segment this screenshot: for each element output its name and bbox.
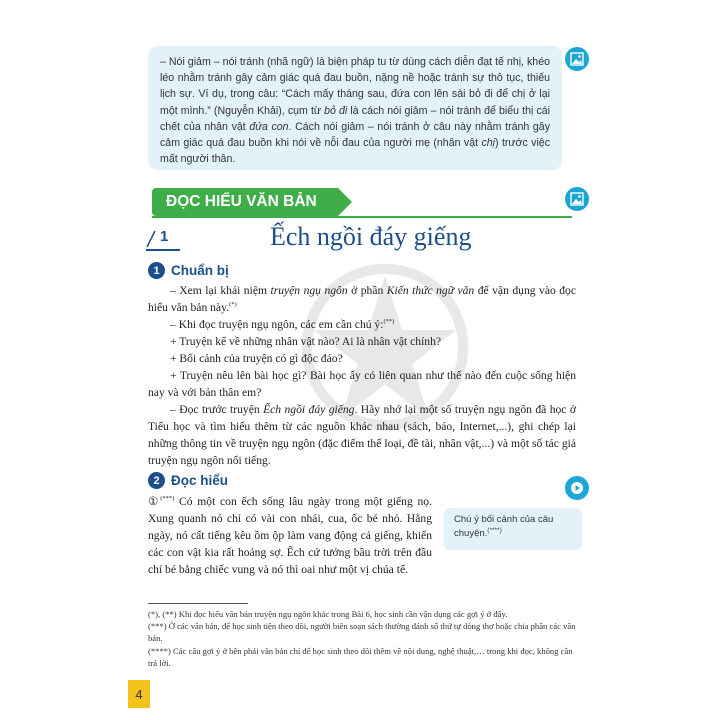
side-note-sup: (****): [487, 526, 502, 534]
prepare-body: [148, 282, 576, 469]
footnote: (***) Ở các văn bản, để học sinh tiện theo dõi, người biên soạn sách thường đánh số thứ tự dòng thơ hoặc chia phần các văn bản.: [148, 621, 576, 644]
section-divider: [152, 216, 572, 218]
info-italic: bỏ đi: [324, 104, 348, 117]
image-icon[interactable]: [565, 187, 589, 211]
footnotes: [148, 608, 578, 669]
image-icon-glyph: [570, 52, 584, 66]
side-note-text: Chú ý bối cảnh của câu chuyện.: [454, 514, 554, 539]
prepare-question: + Truyện nêu lên bài học gì? Bài học ấy có liên quan như thế nào đến cuộc sống hiện nay và với bản thân em?: [148, 369, 576, 399]
info-text: ) trước việc mất người thân.: [160, 137, 550, 166]
prepare-badge: 1: [148, 262, 165, 279]
play-icon[interactable]: [565, 476, 589, 500]
reading-text: [148, 493, 432, 578]
lesson-number-bracket: [146, 230, 156, 248]
lesson-number-underline: [146, 249, 180, 251]
image-icon-glyph: [570, 192, 584, 206]
info-italic: chị: [481, 137, 495, 150]
info-italic: đứa con: [249, 120, 289, 133]
image-icon[interactable]: [565, 47, 589, 71]
prepare-paragraph: – Đọc trước truyện Ếch ngồi đáy giếng. Hãy nhớ lại một số truyện ngụ ngôn đã học ở Tiểu học và tìm hiểu thêm từ các nguồn khác nhau (sách, báo, Internet,...), ghi chép lại những thông tin về truyện ngụ ngôn (đặc điểm thể loại, đề tài, nhân vật,...) và một số tác giả truyện ngụ ngôn nổi tiếng.: [148, 403, 576, 467]
info-text: là cách nói giảm – nói tránh để biểu thị cái chết của nhân vật: [160, 104, 550, 133]
footnote: (****) Các câu gợi ý ở bên phải văn bản chỉ để học sinh theo dõi thêm về nội dung, nghệ thuật,… trong khi đọc, không cần trả lời.: [148, 645, 573, 668]
prepare-question: + Bối cảnh của truyện có gì độc đáo?: [170, 352, 343, 365]
reading-heading: [148, 472, 228, 489]
prepare-paragraph: – Xem lại khái niệm truyện ngụ ngôn ở phần Kiến thức ngữ văn để vận dụng vào đọc hiểu văn bản này.(*): [148, 284, 576, 314]
reading-badge: 2: [148, 472, 165, 489]
lesson-title: Ếch ngồi đáy giếng: [270, 222, 472, 251]
section-banner: ĐỌC HIỂU VĂN BẢN: [152, 188, 338, 216]
info-text: – Nói giảm – nói tránh (nhã ngữ) là biện pháp tu từ dùng cách diễn đạt tế nhị, khéo léo nhằm tránh gây cảm giác quá đau buồn, nặng nề hoặc tránh sự thô tục, thiếu lịch sự. Ví dụ, trong câu: “Cách mấy tháng sau, đứa con lên sài bỏ đi để chị ở lại một mình.” (Nguyễn Khải), cụm từ: [160, 56, 550, 117]
reading-paragraph: ①(***) Có một con ếch sống lâu ngày trong một giếng nọ. Xung quanh nó chỉ có vài con nhái, cua, ốc bé nhỏ. Hằng ngày, nó cất tiếng kêu ồm ộp làm vang động cả giếng, khiến các con vật kia rất hoảng sợ. Ếch cứ tưởng bầu trời trên đầu chỉ bé bằng chiếc vung và nó thì oai như một vị chúa tể.: [148, 495, 432, 576]
page-number: 4: [128, 680, 150, 708]
footnote: (*), (**) Khi đọc hiểu văn bản truyện ngụ ngôn khác trong Bài 6, học sinh cần vận dụng các gợi ý ở đây.: [148, 609, 508, 619]
reading-heading-text: Đọc hiểu: [171, 473, 229, 488]
info-text: . Cách nói giảm – nói tránh ở câu này nhằm tránh gây cảm giác quá đau buồn khi nói về nỗi đau của người mẹ (nhân vật: [160, 120, 550, 150]
prepare-question: + Truyện kể về những nhân vật nào? Ai là nhân vật chính?: [170, 335, 442, 348]
section-banner-tail: [338, 188, 352, 216]
side-note: [444, 508, 582, 550]
prepare-heading-text: Chuẩn bị: [171, 263, 229, 278]
prepare-heading: [148, 262, 229, 279]
footnote-divider: [148, 603, 248, 604]
prepare-paragraph: – Khi đọc truyện ngụ ngôn, các em cần chú ý:(**): [170, 318, 395, 331]
info-box-noi-giam: [148, 46, 562, 170]
play-icon-glyph: [570, 481, 584, 495]
lesson-number: 1: [160, 228, 169, 245]
